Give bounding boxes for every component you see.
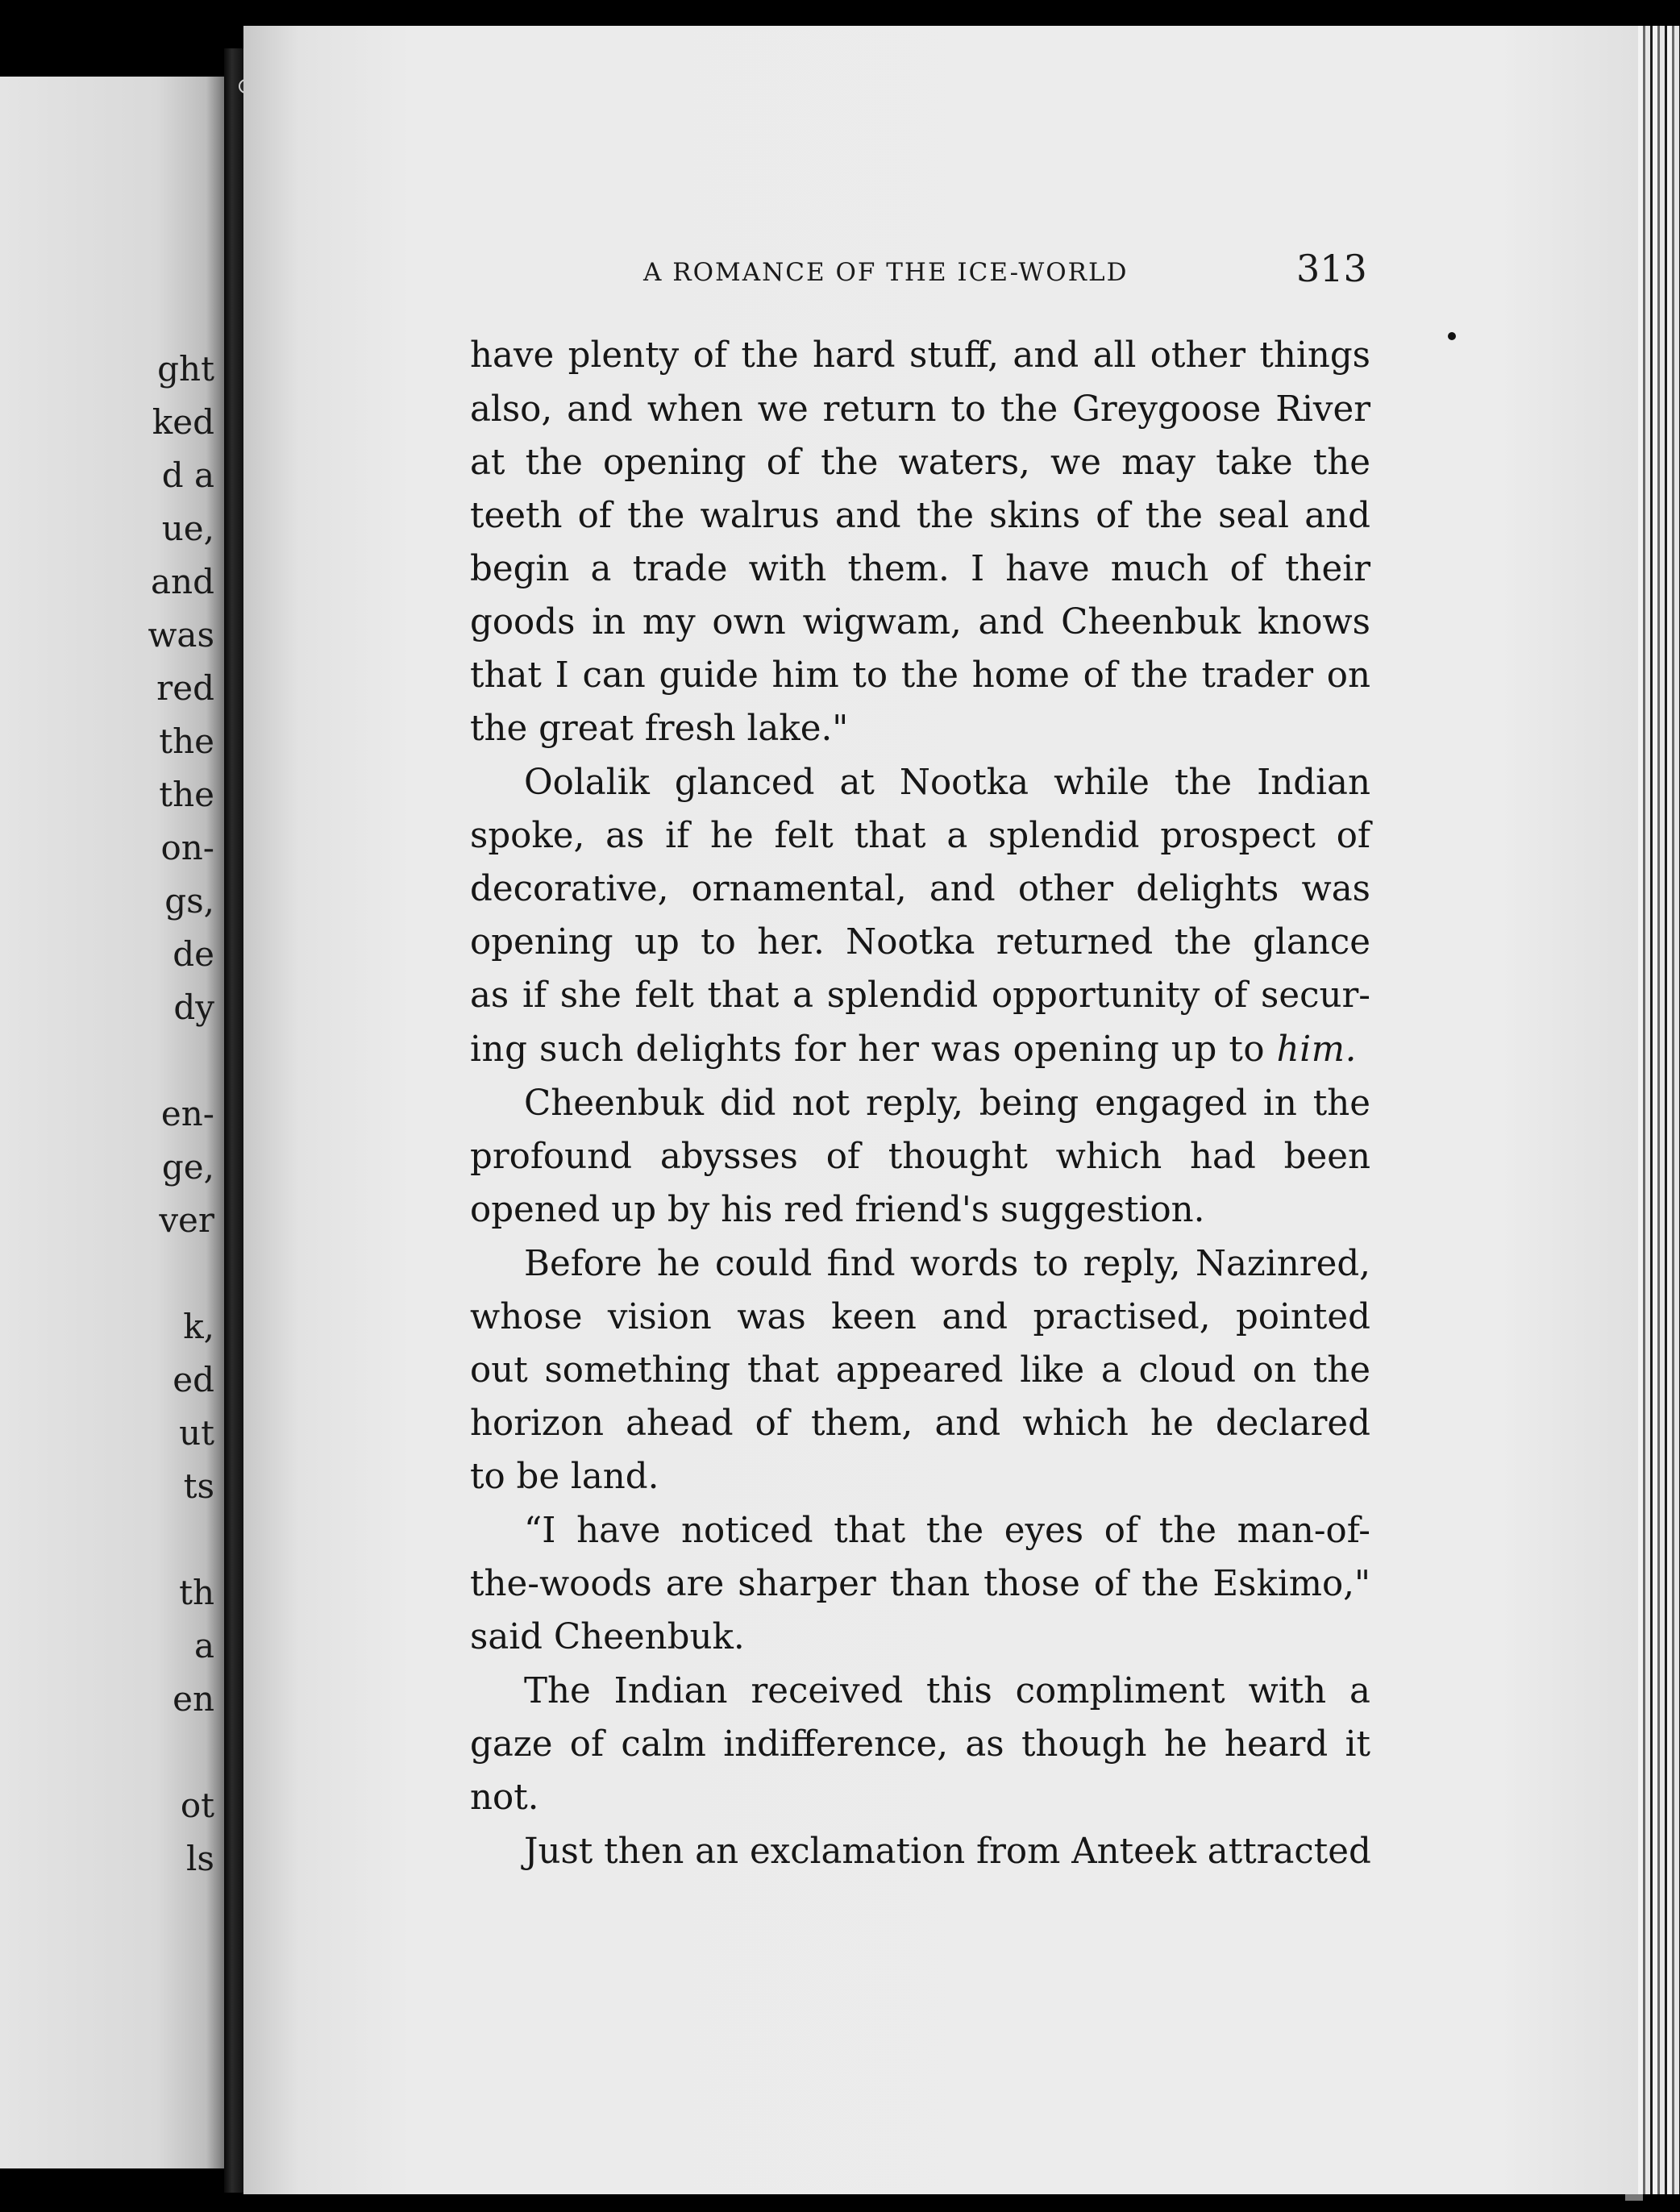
text-line: that I can guide him to the home of the trader on — [470, 655, 1370, 696]
text-line: Cheenbuk did not reply, being engaged in the — [524, 1083, 1370, 1124]
facing-page-fragment: was — [148, 615, 214, 655]
facing-page-fragment: a — [193, 1626, 214, 1665]
page-number: 313 — [1296, 247, 1367, 290]
text-line: not. — [470, 1778, 539, 1818]
text-line: begin a trade with them. I have much of their — [470, 549, 1370, 589]
book-gutter — [224, 48, 243, 2193]
text-line: have plenty of the hard stuff, and all other things — [470, 335, 1370, 376]
text-line: teeth of the walrus and the skins of the seal and — [470, 496, 1370, 536]
text-line: whose vision was keen and practised, pointed — [470, 1297, 1370, 1337]
facing-page-fragment: en- — [160, 1094, 214, 1133]
text-line: the great fresh lake." — [470, 709, 849, 749]
text-line: profound abysses of thought which had been — [470, 1137, 1370, 1177]
facing-page-fragment: ge, — [161, 1147, 214, 1187]
page-edges — [1638, 26, 1680, 2194]
text-line: out something that appeared like a cloud on the — [470, 1350, 1370, 1391]
facing-page-fragment: de — [173, 934, 214, 974]
text-line: the-woods are sharper than those of the Eskimo," — [470, 1564, 1370, 1604]
text-line: opening up to her. Nootka returned the glance — [470, 922, 1370, 963]
text-line — [470, 1029, 1370, 1070]
facing-page-fragment: ot — [180, 1786, 214, 1825]
facing-page-fragment: gs, — [164, 881, 214, 921]
text-line: gaze of calm indifference, as though he heard it — [470, 1724, 1370, 1765]
italic-emphasis: him. — [1276, 1029, 1358, 1070]
facing-page-fragment: dy — [173, 988, 214, 1027]
running-title: A ROMANCE OF THE ICE-WORLD — [643, 258, 1129, 287]
facing-page-fragment: k, — [183, 1307, 214, 1346]
facing-page-fragment: ked — [152, 402, 214, 442]
text-line-span: ing such delights for her was opening up to — [470, 1029, 1266, 1070]
text-line: Oolalik glanced at Nootka while the Indian — [524, 763, 1370, 803]
text-line: said Cheenbuk. — [470, 1617, 745, 1657]
text-line: Before he could find words to reply, Nazinred, — [524, 1244, 1370, 1284]
text-line: The Indian received this compliment with a — [524, 1671, 1370, 1711]
text-line: Just then an exclamation from Anteek attracted — [524, 1832, 1371, 1872]
facing-page-fragment: ut — [179, 1413, 214, 1453]
text-line: as if she felt that a splendid opportunity of secur- — [470, 975, 1370, 1016]
facing-page-fragment: d a — [161, 455, 214, 495]
facing-page-fragment: the — [159, 775, 214, 814]
text-line: also, and when we return to the Greygoose River — [470, 389, 1370, 430]
text-line: “I have noticed that the eyes of the man-of- — [524, 1511, 1370, 1551]
scan-mark — [1625, 2194, 1643, 2201]
facing-page-fragment: ts — [183, 1466, 214, 1506]
facing-page-fragment: ver — [159, 1200, 214, 1240]
facing-page-fragment: ue, — [161, 509, 214, 548]
text-line: horizon ahead of them, and which he declared — [470, 1403, 1370, 1444]
facing-page-fragment: ls — [186, 1839, 214, 1878]
facing-page-fragment: the — [159, 721, 214, 761]
text-line: goods in my own wigwam, and Cheenbuk knows — [470, 602, 1370, 642]
facing-page-fragment: th — [179, 1573, 214, 1612]
text-line: to be land. — [470, 1457, 659, 1497]
facing-page-fragment: on- — [160, 828, 214, 867]
facing-page-fragment: red — [156, 668, 214, 708]
ink-speck — [1448, 332, 1456, 340]
text-line: decorative, ornamental, and other delights was — [470, 869, 1370, 909]
facing-page-fragment: ght — [157, 349, 214, 389]
facing-page — [0, 77, 224, 2168]
text-line: spoke, as if he felt that a splendid prospect of — [470, 816, 1370, 856]
text-line: opened up by his red friend's suggestion. — [470, 1190, 1205, 1230]
facing-page-fragment: ed — [173, 1360, 214, 1399]
text-line: at the opening of the waters, we may take the — [470, 443, 1370, 483]
facing-page-fragment: and — [151, 562, 214, 601]
facing-page-fragment: en — [173, 1679, 214, 1719]
